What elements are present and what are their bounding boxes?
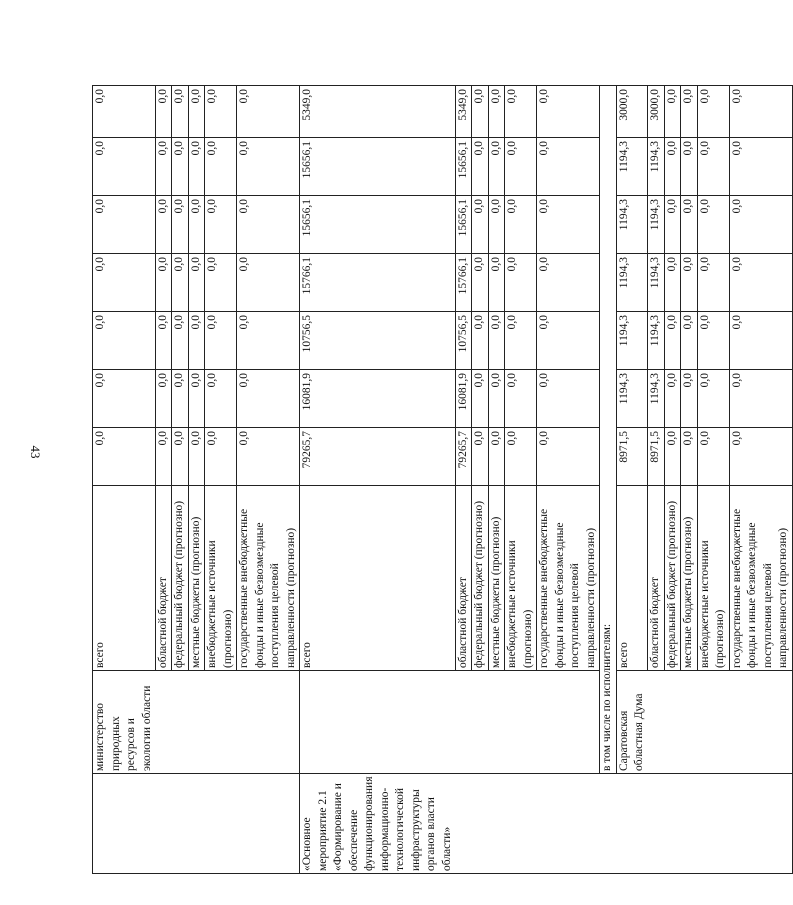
value-cell: 0,0 [472,370,489,428]
source-label-cell: государственные внебюджетные фонды и иные безвозмездные поступления целевой направленности (прогнозно) [537,486,600,671]
value-cell: 0,0 [697,138,729,196]
table-row [472,86,489,874]
value-cell: 1194,3 [616,312,648,370]
table-row [697,86,729,874]
table-row [648,86,665,874]
value-cell: 0,0 [729,138,792,196]
value-cell: 0,0 [172,254,189,312]
value-cell: 15656,1 [455,138,472,196]
source-label-cell: государственные внебюджетные фонды и иные безвозмездные поступления целевой направленности (прогнозно) [729,486,792,671]
value-cell: 0,0 [93,254,156,312]
source-label-cell: федеральный бюджет (прогнозно) [664,486,681,671]
value-cell: 15766,1 [300,254,456,312]
value-cell: 15766,1 [455,254,472,312]
executor-cell [300,671,456,774]
value-cell: 16081,9 [300,370,456,428]
value-cell: 0,0 [237,86,300,138]
value-cell: 0,0 [681,138,698,196]
measure-cell [697,774,729,874]
value-cell: 0,0 [664,254,681,312]
source-label-cell: внебюджетные источники (прогнозно) [505,486,537,671]
value-cell: 0,0 [205,370,237,428]
value-cell: 0,0 [681,370,698,428]
source-label-cell: областной бюджет [455,486,472,671]
value-cell: 0,0 [188,138,205,196]
executor-cell [505,671,537,774]
value-cell: 0,0 [93,312,156,370]
value-cell: 5349,0 [455,86,472,138]
value-cell: 8971,5 [648,428,665,486]
table-row [664,86,681,874]
value-cell: 0,0 [488,370,505,428]
value-cell: 0,0 [505,254,537,312]
executor-cell [681,671,698,774]
executors-heading-row [600,86,617,874]
value-cell: 0,0 [237,254,300,312]
value-cell: 0,0 [93,428,156,486]
executor-cell [472,671,489,774]
measure-cell [600,774,617,874]
table-row [172,86,189,874]
value-cell: 0,0 [729,86,792,138]
source-label-cell: всего [616,486,648,671]
value-cell: 0,0 [93,138,156,196]
value-cell: 0,0 [172,428,189,486]
table-row [505,86,537,874]
source-label-cell: местные бюджеты (прогнозно) [488,486,505,671]
executor-cell: министерство природных ресурсов и экологии области [93,671,156,774]
value-cell: 0,0 [155,196,172,254]
value-cell: 0,0 [664,86,681,138]
measure-cell [155,774,172,874]
value-cell: 0,0 [237,312,300,370]
measure-cell [616,774,648,874]
table-row [188,86,205,874]
value-cell: 1194,3 [616,254,648,312]
value-cell: 0,0 [488,312,505,370]
value-cell: 0,0 [697,370,729,428]
value-cell: 0,0 [697,428,729,486]
value-cell: 3000,0 [648,86,665,138]
value-cell: 0,0 [697,196,729,254]
measure-cell [648,774,665,874]
source-label-cell: местные бюджеты (прогнозно) [681,486,698,671]
funding-table [92,85,793,874]
measure-cell [237,774,300,874]
value-cell: 0,0 [488,196,505,254]
measure-cell [729,774,792,874]
value-cell: 0,0 [237,370,300,428]
executor-cell [488,671,505,774]
executor-cell [664,671,681,774]
value-cell: 0,0 [681,428,698,486]
source-label-cell: внебюджетные источники (прогнозно) [205,486,237,671]
table-row [537,86,600,874]
measure-cell [681,774,698,874]
value-cell: 16081,9 [455,370,472,428]
value-cell: 1194,3 [648,138,665,196]
measure-cell: «Основное мероприятие 2.1 «Формирование и обеспечение функционирования информационно-технологической инфраструктуры органов власти области» [300,774,456,874]
value-cell: 0,0 [472,138,489,196]
executor-cell [172,671,189,774]
value-cell: 10756,5 [455,312,472,370]
value-cell: 0,0 [237,428,300,486]
value-cell: 0,0 [155,370,172,428]
value-cell: 0,0 [205,196,237,254]
measure-cell [537,774,600,874]
value-cell: 0,0 [664,428,681,486]
value-cell: 0,0 [155,312,172,370]
value-cell: 0,0 [664,312,681,370]
value-cell: 0,0 [488,254,505,312]
value-cell: 0,0 [729,428,792,486]
table-row [616,86,648,874]
value-cell: 10756,5 [300,312,456,370]
executor-cell: Саратовская областная Дума [616,671,648,774]
value-cell: 0,0 [472,86,489,138]
value-cell: 0,0 [488,428,505,486]
executor-cell [455,671,472,774]
value-cell: 0,0 [472,428,489,486]
table-row [300,86,456,874]
value-cell: 0,0 [188,312,205,370]
value-cell: 5349,0 [300,86,456,138]
table-row [455,86,472,874]
value-cell: 0,0 [681,312,698,370]
measure-cell [205,774,237,874]
value-cell: 0,0 [537,138,600,196]
value-cell: 0,0 [537,312,600,370]
value-cell: 0,0 [237,138,300,196]
value-cell: 1194,3 [616,370,648,428]
value-cell: 0,0 [681,196,698,254]
value-cell: 0,0 [488,138,505,196]
table-row [93,86,156,874]
value-cell: 0,0 [188,370,205,428]
value-cell: 0,0 [537,86,600,138]
measure-cell [505,774,537,874]
executor-cell [537,671,600,774]
value-cell: 0,0 [505,86,537,138]
table-row [205,86,237,874]
value-cell: 0,0 [505,428,537,486]
value-cell: 1194,3 [616,196,648,254]
value-cell: 0,0 [505,138,537,196]
value-cell: 0,0 [681,86,698,138]
value-cell: 0,0 [537,254,600,312]
value-cell: 0,0 [172,86,189,138]
source-label-cell: всего [93,486,156,671]
value-cell: 79265,7 [455,428,472,486]
executor-cell [205,671,237,774]
value-cell: 0,0 [205,428,237,486]
source-label-cell: федеральный бюджет (прогнозно) [472,486,489,671]
value-cell: 0,0 [729,254,792,312]
value-cell: 1194,3 [616,138,648,196]
value-cell: 0,0 [172,138,189,196]
value-cell: 0,0 [697,86,729,138]
value-cell: 0,0 [155,254,172,312]
value-cell: 0,0 [505,312,537,370]
source-label-cell: федеральный бюджет (прогнозно) [172,486,189,671]
value-cell: 0,0 [505,370,537,428]
executor-cell [237,671,300,774]
value-cell: 0,0 [537,196,600,254]
value-cell: 0,0 [155,428,172,486]
source-label-cell: всего [300,486,456,671]
value-cell: 0,0 [537,428,600,486]
table-row [729,86,792,874]
value-cell: 1194,3 [648,370,665,428]
source-label-cell: областной бюджет [648,486,665,671]
value-cell: 0,0 [237,196,300,254]
measure-cell [664,774,681,874]
value-cell: 0,0 [664,370,681,428]
measure-cell [93,774,156,874]
value-cell: 0,0 [188,86,205,138]
source-label-cell: внебюджетные источники (прогнозно) [697,486,729,671]
table-body [93,86,793,874]
value-cell: 79265,7 [300,428,456,486]
value-cell: 0,0 [472,312,489,370]
value-cell: 1194,3 [648,312,665,370]
value-cell: 0,0 [697,312,729,370]
value-cell: 0,0 [488,86,505,138]
value-cell: 0,0 [93,196,156,254]
value-cell: 0,0 [188,196,205,254]
measure-cell [188,774,205,874]
table-row [488,86,505,874]
value-cell: 3000,0 [616,86,648,138]
rotated-table-container [92,86,789,874]
value-cell: 8971,5 [616,428,648,486]
measure-cell [455,774,472,874]
measure-cell [172,774,189,874]
source-label-cell: государственные внебюджетные фонды и иные безвозмездные поступления целевой направленности (прогнозно) [237,486,300,671]
value-cell: 0,0 [472,196,489,254]
value-cell: 0,0 [505,196,537,254]
value-cell: 0,0 [188,428,205,486]
executor-cell [188,671,205,774]
value-cell: 0,0 [681,254,698,312]
executor-cell [729,671,792,774]
value-cell: 0,0 [205,138,237,196]
value-cell: 0,0 [155,86,172,138]
executors-heading: в том числе по исполнителям: [600,86,617,774]
value-cell: 0,0 [205,312,237,370]
page-number: 43 [28,445,43,459]
value-cell: 0,0 [537,370,600,428]
executor-cell [155,671,172,774]
value-cell: 0,0 [93,86,156,138]
measure-cell [472,774,489,874]
value-cell: 0,0 [188,254,205,312]
table-row [681,86,698,874]
value-cell: 0,0 [93,370,156,428]
measure-cell [488,774,505,874]
value-cell: 15656,1 [300,138,456,196]
value-cell: 0,0 [472,254,489,312]
value-cell: 0,0 [172,370,189,428]
source-label-cell: местные бюджеты (прогнозно) [188,486,205,671]
executor-cell [697,671,729,774]
value-cell: 0,0 [664,138,681,196]
value-cell: 0,0 [729,196,792,254]
value-cell: 1194,3 [648,196,665,254]
value-cell: 15656,1 [300,196,456,254]
table-row [155,86,172,874]
value-cell: 0,0 [205,254,237,312]
value-cell: 0,0 [729,312,792,370]
value-cell: 0,0 [172,196,189,254]
source-label-cell: областной бюджет [155,486,172,671]
value-cell: 0,0 [205,86,237,138]
executor-cell [648,671,665,774]
value-cell: 0,0 [664,196,681,254]
value-cell: 0,0 [729,370,792,428]
value-cell: 15656,1 [455,196,472,254]
value-cell: 0,0 [172,312,189,370]
table-row [237,86,300,874]
value-cell: 0,0 [697,254,729,312]
value-cell: 0,0 [155,138,172,196]
value-cell: 1194,3 [648,254,665,312]
